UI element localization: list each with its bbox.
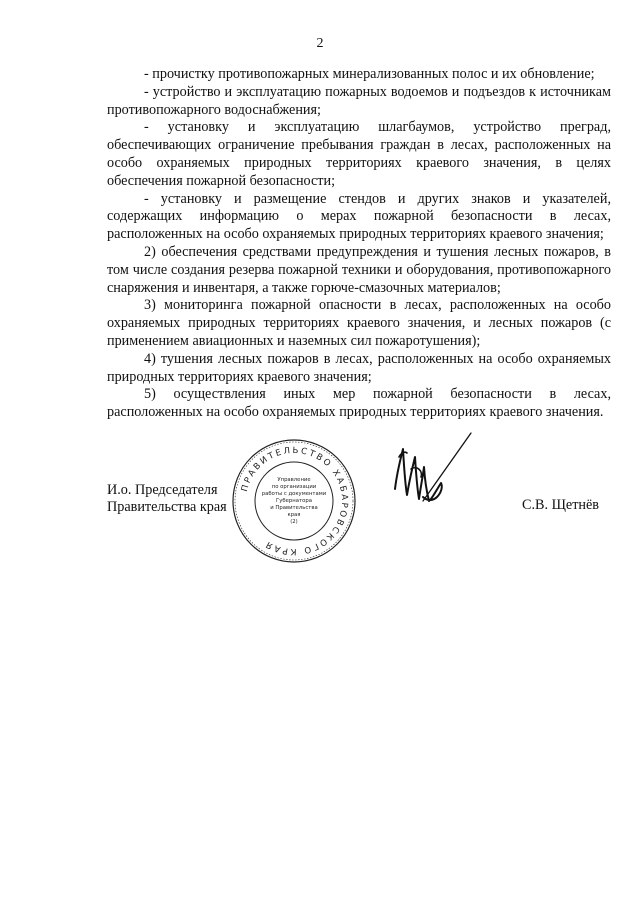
- paragraph: 2) обеспечения средствами предупреждения и тушения лесных пожаров, в том числе создания резерва пожарной техники и оборудования, противопожарного снаряжения и инвентаря, а также горюче-смазочных материалов;: [107, 243, 611, 296]
- paragraph: - установку и эксплуатацию шлагбаумов, устройство преград, обеспечивающих ограничение пребывания граждан в лесах, расположенных на особо охраняемых природных территориях краевого значения, в целях обеспечения пожарной безопасности;: [107, 119, 611, 189]
- signature-block: [107, 445, 611, 572]
- paragraph: 3) мониторинга пожарной опасности в лесах, расположенных на особо охраняемых природных территориях краевого значения, и лесных пожаров (с применением авиационных и наземных сил пожаротушения);: [107, 297, 611, 349]
- seal-inner-line: (2): [290, 519, 298, 525]
- seal-inner-line: Управление: [277, 477, 311, 483]
- paragraph: - установку и размещение стендов и других знаков и указателей, содержащих информацию о мерах пожарной безопасности в лесах, расположенных на особо охраняемых природных территориях краевого значения;: [107, 190, 611, 243]
- handwritten-signature: [377, 427, 477, 537]
- page-number: 2: [316, 36, 324, 51]
- signatory-title: [107, 482, 227, 516]
- seal-inner-line: и Правительства: [270, 505, 318, 511]
- paragraph: - прочистку противопожарных минерализованных полос и их обновление;: [144, 66, 595, 82]
- seal-inner-line: работы с документами: [261, 491, 327, 497]
- seal-inner-line: Губернатора: [276, 498, 312, 504]
- paragraph: - устройство и эксплуатацию пожарных водоемов и подъездов к источникам противопожарного водоснабжения;: [107, 83, 611, 118]
- signatory-title-line1: И.о. Председателя: [107, 482, 218, 498]
- official-seal: [231, 438, 357, 564]
- document-body: [107, 66, 611, 422]
- paragraph: 4) тушения лесных пожаров в лесах, расположенных на особо охраняемых природных территориях краевого значения;: [107, 350, 611, 385]
- signatory-name: С.В. Щетнёв: [522, 497, 599, 513]
- seal-inner-line: края: [287, 512, 301, 518]
- signatory-title-line2: Правительства края: [107, 499, 227, 515]
- seal-inner-line: по организации: [271, 484, 317, 490]
- seal-ring-text: ПРАВИТЕЛЬСТВО ХАБАРОВСКОГО КРАЯ: [239, 445, 350, 557]
- paragraph: 5) осуществления иных мер пожарной безопасности в лесах, расположенных на особо охраняемых природных территориях краевого значения.: [107, 386, 611, 421]
